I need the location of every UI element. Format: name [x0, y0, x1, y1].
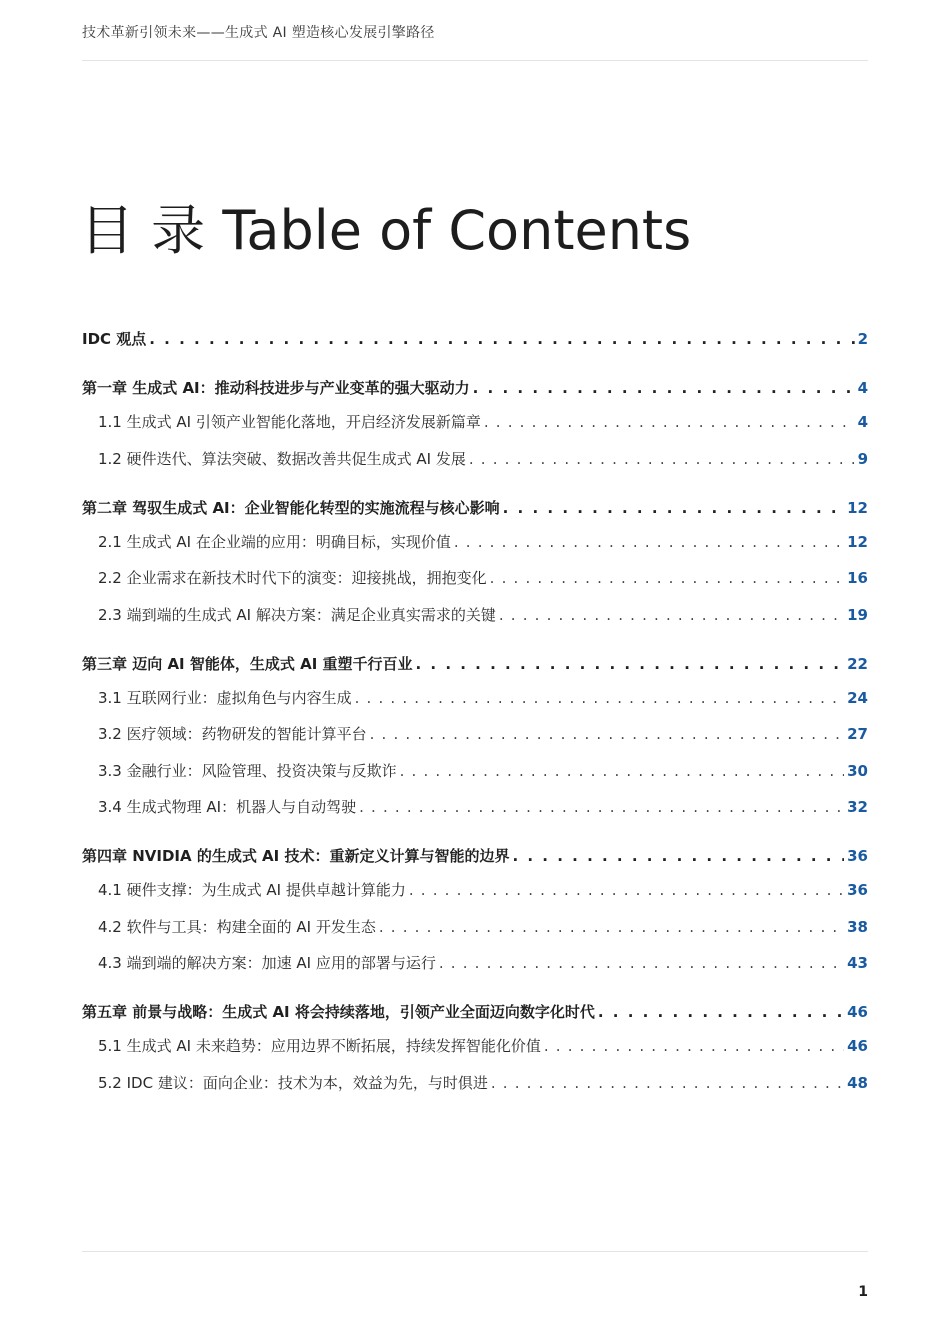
- toc-entry-page: 24: [847, 688, 868, 707]
- toc-entry-page: 4: [857, 379, 868, 397]
- toc-entry-page: 46: [847, 1037, 868, 1055]
- toc-entry-label: 1.2 硬件迭代、算法突破、数据改善共促生成式 AI 发展: [98, 449, 466, 468]
- toc-entry-page: 9: [857, 449, 868, 468]
- dot-leader: [359, 798, 844, 816]
- toc-entry-label: 2.2 企业需求在新技术时代下的演变：迎接挑战，拥抱变化: [98, 569, 487, 587]
- toc-section-entry[interactable]: [82, 604, 868, 632]
- toc-section-entry[interactable]: [82, 952, 868, 980]
- dot-leader: [370, 725, 845, 743]
- dot-leader: [491, 1074, 844, 1092]
- toc-entry-label: 2.1 生成式 AI 在企业端的应用：明确目标，实现价值: [98, 532, 451, 551]
- toc-entry-page: 46: [847, 1003, 868, 1021]
- toc-entry-page: 12: [847, 498, 868, 517]
- toc-section-entry[interactable]: [82, 567, 868, 595]
- dot-leader: [473, 379, 855, 397]
- toc-entry-label: 第五章 前景与战略：生成式 AI 将会持续落地，引领产业全面迈向数字化时代: [82, 1003, 595, 1021]
- toc-chapter-entry[interactable]: [82, 845, 868, 873]
- toc-section-entry[interactable]: [82, 879, 868, 907]
- toc-chapter-entry[interactable]: [82, 328, 868, 356]
- toc-entry-page: 38: [847, 917, 868, 936]
- toc-entry-label: 1.1 生成式 AI 引领产业智能化落地，开启经济发展新篇章: [98, 413, 481, 431]
- toc-section-entry[interactable]: [82, 796, 868, 824]
- toc-entry-page: 22: [847, 654, 868, 673]
- dot-leader: [409, 881, 844, 899]
- toc-chapter-entry[interactable]: [82, 497, 868, 525]
- dot-leader: [400, 762, 845, 780]
- toc-entry-page: 48: [847, 1073, 868, 1092]
- table-of-contents: [82, 328, 868, 1100]
- toc-entry-label: 5.2 IDC 建议：面向企业：技术为本，效益为先，与时俱进: [98, 1073, 488, 1092]
- toc-chapter-entry[interactable]: [82, 377, 868, 405]
- dot-leader: [469, 450, 855, 468]
- toc-section-entry[interactable]: [82, 723, 868, 751]
- dot-leader: [149, 330, 854, 348]
- toc-entry-label: 4.2 软件与工具：构建全面的 AI 开发生态: [98, 917, 376, 936]
- dot-leader: [439, 954, 844, 972]
- toc-entry-label: 4.3 端到端的解决方案：加速 AI 应用的部署与运行: [98, 954, 436, 972]
- running-header: 技术革新引领未来——生成式 AI 塑造核心发展引擎路径: [82, 25, 435, 41]
- toc-entry-label: 2.3 端到端的生成式 AI 解决方案：满足企业真实需求的关键: [98, 605, 496, 624]
- dot-leader: [454, 533, 844, 551]
- toc-section-entry[interactable]: [82, 1072, 868, 1100]
- dot-leader: [490, 569, 844, 587]
- toc-entry-page: 36: [847, 847, 868, 865]
- toc-entry-page: 2: [857, 330, 868, 348]
- toc-section-entry[interactable]: [82, 916, 868, 944]
- footer-divider: [82, 1251, 868, 1252]
- dot-leader: [379, 918, 844, 936]
- toc-entry-page: 27: [847, 725, 868, 743]
- toc-entry-page: 43: [847, 954, 868, 972]
- toc-section-entry[interactable]: [82, 411, 868, 439]
- toc-entry-label: IDC 观点: [82, 330, 147, 348]
- toc-entry-label: 第四章 NVIDIA 的生成式 AI 技术：重新定义计算与智能的边界: [82, 847, 510, 865]
- toc-chapter-entry[interactable]: [82, 1001, 868, 1029]
- page-title: 目 录 Table of Contents: [80, 199, 692, 263]
- header-divider: [82, 60, 868, 61]
- toc-entry-label: 3.4 生成式物理 AI：机器人与自动驾驶: [98, 798, 357, 816]
- toc-entry-page: 30: [847, 761, 868, 780]
- toc-section-entry[interactable]: [82, 448, 868, 476]
- toc-section-entry[interactable]: [82, 760, 868, 788]
- toc-entry-label: 3.3 金融行业：风险管理、投资决策与反欺诈: [98, 761, 397, 780]
- toc-entry-label: 第三章 迈向 AI 智能体，生成式 AI 重塑千行百业: [82, 654, 413, 673]
- toc-entry-label: 4.1 硬件支撑：为生成式 AI 提供卓越计算能力: [98, 881, 406, 899]
- dot-leader: [416, 655, 845, 673]
- toc-entry-page: 32: [847, 798, 868, 816]
- toc-section-entry[interactable]: [82, 687, 868, 715]
- toc-entry-page: 16: [847, 569, 868, 587]
- toc-entry-label: 第二章 驾驭生成式 AI：企业智能化转型的实施流程与核心影响: [82, 498, 500, 517]
- toc-entry-label: 第一章 生成式 AI：推动科技进步与产业变革的强大驱动力: [82, 379, 470, 397]
- toc-entry-label: 3.1 互联网行业：虚拟角色与内容生成: [98, 688, 352, 707]
- toc-entry-page: 4: [857, 413, 868, 431]
- toc-section-entry[interactable]: [82, 1035, 868, 1063]
- toc-entry-page: 36: [847, 881, 868, 899]
- page-number: 1: [858, 1284, 868, 1300]
- toc-chapter-entry[interactable]: [82, 653, 868, 681]
- toc-entry-page: 12: [847, 532, 868, 551]
- toc-entry-label: 3.2 医疗领域：药物研发的智能计算平台: [98, 725, 367, 743]
- dot-leader: [512, 847, 844, 865]
- dot-leader: [544, 1037, 844, 1055]
- dot-leader: [355, 689, 845, 707]
- toc-section-entry[interactable]: [82, 531, 868, 559]
- dot-leader: [598, 1003, 844, 1021]
- toc-entry-label: 5.1 生成式 AI 未来趋势：应用边界不断拓展，持续发挥智能化价值: [98, 1037, 541, 1055]
- dot-leader: [503, 499, 844, 517]
- dot-leader: [484, 413, 855, 431]
- toc-entry-page: 19: [847, 605, 868, 624]
- dot-leader: [499, 606, 844, 624]
